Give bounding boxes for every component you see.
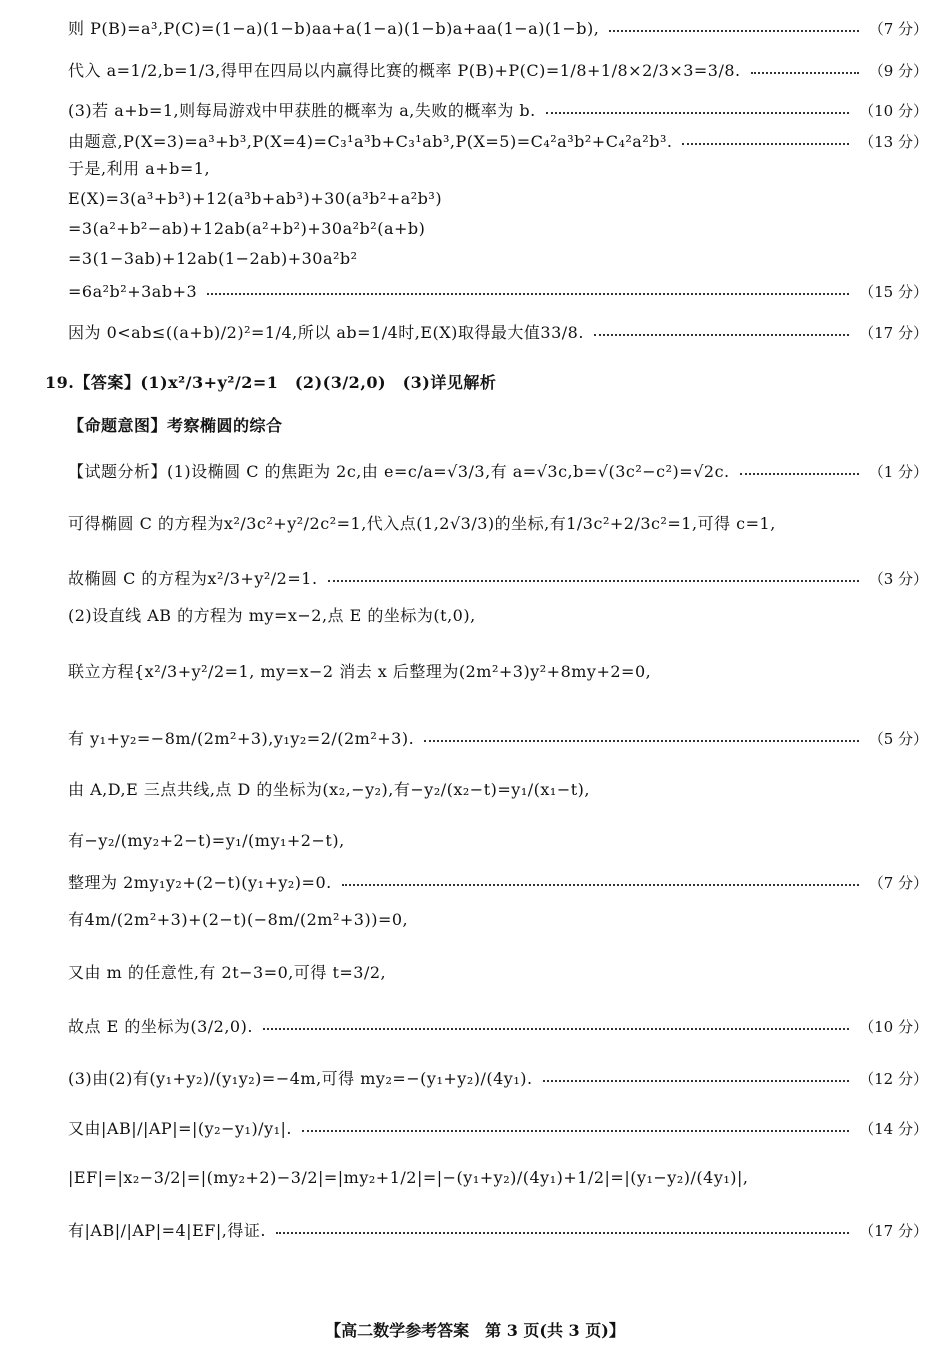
analysis-line-13	[0, 1068, 950, 1089]
answer-text: 19.【答案】(1)x²/3+y²/2=1 (2)(3/2,0) (3)详见解析	[45, 373, 497, 392]
solution-line-2	[0, 60, 950, 81]
analysis-line-12	[0, 1016, 950, 1037]
dot-leader	[609, 30, 858, 32]
line-text: |EF|=|x₂−3/2|=|(my₂+2)−3/2|=|my₂+1/2|=|−(y₁+y₂)/(4y₁)+1/2|=|(y₁−y₂)/(4y₁)|,	[68, 1168, 749, 1187]
line-text: 又由 m 的任意性,有 2t−3=0,可得 t=3/2,	[68, 963, 387, 982]
dot-leader	[740, 473, 859, 475]
line-text: 则 P(B)=a³,P(C)=(1−a)(1−b)aa+a(1−a)(1−b)a+aa(1−a)(1−b),	[68, 18, 600, 38]
line-text: 故点 E 的坐标为(3/2,0).	[68, 1016, 253, 1036]
page-footer: 【高二数学参考答案 第 3 页(共 3 页)】	[325, 1321, 625, 1340]
solution-line-4	[0, 131, 950, 152]
line-text: =3(a²+b²−ab)+12ab(a²+b²)+30a²b²(a+b)	[68, 219, 426, 238]
line-text: E(X)=3(a³+b³)+12(a³b+ab³)+30(a³b²+a²b³)	[68, 189, 443, 208]
analysis-line-8	[0, 833, 950, 849]
line-text: 因为 0<ab≤((a+b)/2)²=1/4,所以 ab=1/4时,E(X)取得最大值33/8.	[68, 322, 584, 342]
analysis-line-1	[0, 461, 950, 482]
line-text: 由 A,D,E 三点共线,点 D 的坐标为(x₂,−y₂),有−y₂/(x₂−t)=y₁/(x₁−t),	[68, 780, 590, 799]
score-label: （10 分）	[859, 102, 928, 120]
solution-line-3	[0, 100, 950, 121]
line-text: (3)若 a+b=1,则每局游戏中甲获胜的概率为 a,失败的概率为 b.	[68, 100, 536, 120]
dot-leader	[207, 293, 849, 295]
score-label: （3 分）	[868, 570, 928, 588]
line-text: 又由|AB|/|AP|=|(y₂−y₁)/y₁|.	[68, 1118, 293, 1138]
analysis-line-15	[0, 1170, 950, 1186]
analysis-line-6	[0, 728, 950, 749]
score-label: （7 分）	[868, 20, 928, 38]
intent-line	[0, 418, 950, 434]
solution-line-10	[0, 322, 950, 343]
line-text: (2)设直线 AB 的方程为 my=x−2,点 E 的坐标为(t,0),	[68, 606, 476, 625]
analysis-line-9	[0, 872, 950, 893]
analysis-line-14	[0, 1118, 950, 1139]
dot-leader	[263, 1028, 849, 1030]
line-text: 由题意,P(X=3)=a³+b³,P(X=4)=C₃¹a³b+C₃¹ab³,P(X=5)=C₄²a³b²+C₄²a²b³.	[68, 131, 673, 151]
analysis-line-4	[0, 608, 950, 624]
dot-leader	[302, 1130, 849, 1132]
analysis-line-16	[0, 1220, 950, 1241]
analysis-line-11	[0, 965, 950, 981]
solution-line-6	[0, 191, 950, 207]
score-label: （10 分）	[859, 1018, 928, 1036]
line-text: 代入 a=1/2,b=1/3,得甲在四局以内赢得比赛的概率 P(B)+P(C)=1/8+1/8×2/3×3=3/8.	[68, 60, 741, 80]
dot-leader	[682, 143, 849, 145]
score-label: （7 分）	[868, 874, 928, 892]
score-label: （5 分）	[868, 730, 928, 748]
line-text: 可得椭圆 C 的方程为x²/3c²+y²/2c²=1,代入点(1,2√3/3)的坐标,有1/3c²+2/3c²=1,可得 c=1,	[68, 514, 776, 533]
score-label: （14 分）	[859, 1120, 928, 1138]
analysis-line-3	[0, 568, 950, 589]
score-label: （9 分）	[868, 62, 928, 80]
question-19-answer	[0, 375, 950, 391]
line-text: 整理为 2my₁y₂+(2−t)(y₁+y₂)=0.	[68, 872, 332, 892]
line-text: 于是,利用 a+b=1,	[68, 159, 211, 178]
dot-leader	[751, 72, 859, 74]
line-text: 有|AB|/|AP|=4|EF|,得证.	[68, 1220, 266, 1240]
solution-line-1	[0, 18, 950, 39]
dot-leader	[543, 1080, 850, 1082]
line-text: 有 y₁+y₂=−8m/(2m²+3),y₁y₂=2/(2m²+3).	[68, 728, 415, 748]
line-text: 【试题分析】(1)设椭圆 C 的焦距为 2c,由 e=c/a=√3/3,有 a=√3c,b=√(3c²−c²)=√2c.	[68, 461, 730, 481]
solution-line-5	[0, 161, 950, 177]
dot-leader	[276, 1232, 849, 1234]
score-label: （1 分）	[868, 463, 928, 481]
dot-leader	[546, 112, 849, 114]
score-label: （17 分）	[859, 324, 928, 342]
line-text: 故椭圆 C 的方程为x²/3+y²/2=1.	[68, 568, 318, 588]
analysis-line-5	[0, 664, 950, 680]
score-label: （17 分）	[859, 1222, 928, 1240]
line-text: 有−y₂/(my₂+2−t)=y₁/(my₁+2−t),	[68, 831, 345, 850]
solution-line-7	[0, 221, 950, 237]
score-label: （15 分）	[859, 283, 928, 301]
line-text: =6a²b²+3ab+3	[68, 281, 198, 301]
analysis-line-2	[0, 516, 950, 532]
line-text: (3)由(2)有(y₁+y₂)/(y₁y₂)=−4m,可得 my₂=−(y₁+y₂)/(4y₁).	[68, 1068, 533, 1088]
dot-leader	[342, 884, 859, 886]
solution-line-8	[0, 251, 950, 267]
dot-leader	[594, 334, 849, 336]
score-label: （12 分）	[859, 1070, 928, 1088]
solution-line-9	[0, 281, 950, 302]
analysis-line-10	[0, 912, 950, 928]
line-text: =3(1−3ab)+12ab(1−2ab)+30a²b²	[68, 249, 358, 268]
dot-leader	[424, 740, 859, 742]
score-label: （13 分）	[859, 133, 928, 151]
line-text: 联立方程{x²/3+y²/2=1, my=x−2 消去 x 后整理为(2m²+3)y²+8my+2=0,	[68, 662, 652, 681]
intent-text: 【命题意图】考察椭圆的综合	[68, 416, 283, 435]
dot-leader	[328, 580, 859, 582]
analysis-line-7	[0, 782, 950, 798]
line-text: 有4m/(2m²+3)+(2−t)(−8m/(2m²+3))=0,	[68, 910, 409, 929]
